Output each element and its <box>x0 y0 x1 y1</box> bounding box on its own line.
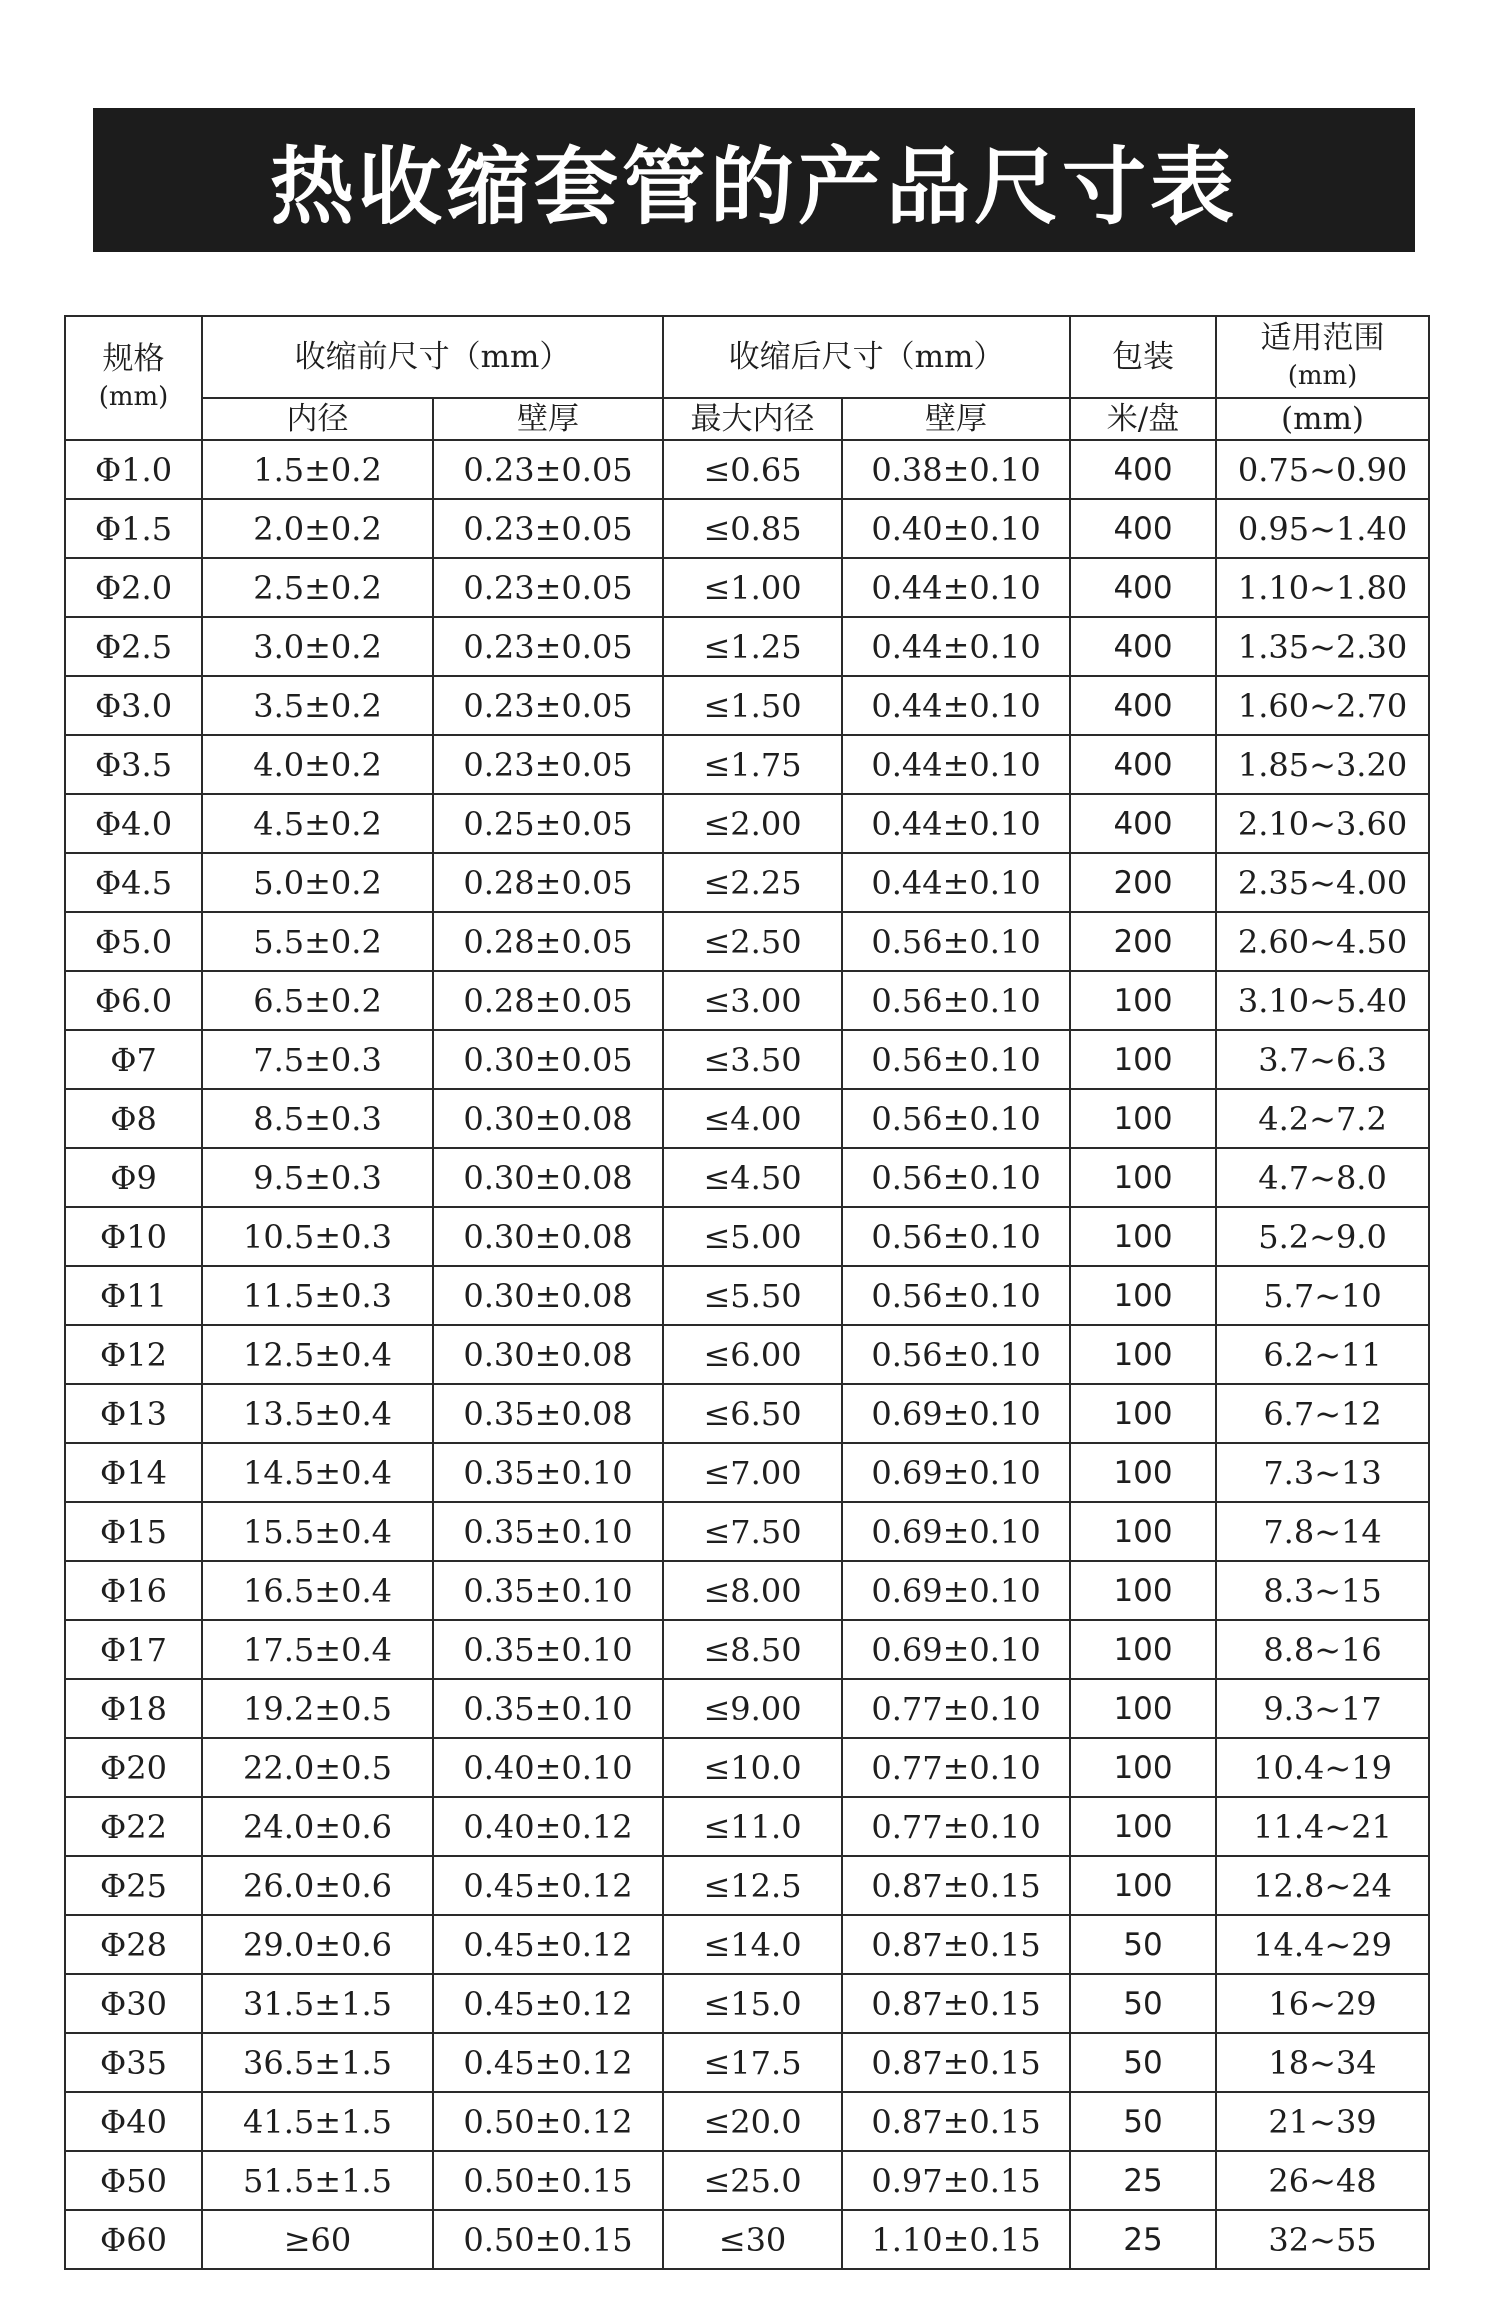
cell-max-inner: ≤7.00 <box>663 1443 842 1502</box>
table-row <box>65 617 1429 676</box>
cell-wall-after: 0.69±0.10 <box>842 1384 1070 1443</box>
cell-inner-diameter: 2.5±0.2 <box>202 558 433 617</box>
cell-pack: 200 <box>1070 912 1216 971</box>
table-row <box>65 1797 1429 1856</box>
header-pack-unit: 米/盘 <box>1070 398 1216 440</box>
cell-wall-before: 0.23±0.05 <box>433 735 663 794</box>
cell-spec: Φ30 <box>65 1974 202 2033</box>
cell-pack: 25 <box>1070 2210 1216 2269</box>
cell-inner-diameter: 12.5±0.4 <box>202 1325 433 1384</box>
cell-range: 1.60~2.70 <box>1216 676 1429 735</box>
cell-max-inner: ≤6.00 <box>663 1325 842 1384</box>
table-row <box>65 2210 1429 2269</box>
cell-wall-before: 0.45±0.12 <box>433 1856 663 1915</box>
cell-spec: Φ20 <box>65 1738 202 1797</box>
cell-range: 1.10~1.80 <box>1216 558 1429 617</box>
cell-inner-diameter: 29.0±0.6 <box>202 1915 433 1974</box>
table-row <box>65 1266 1429 1325</box>
cell-inner-diameter: 5.0±0.2 <box>202 853 433 912</box>
cell-wall-after: 0.87±0.15 <box>842 2033 1070 2092</box>
cell-inner-diameter: 41.5±1.5 <box>202 2092 433 2151</box>
cell-pack: 100 <box>1070 1502 1216 1561</box>
cell-wall-after: 0.69±0.10 <box>842 1502 1070 1561</box>
cell-pack: 400 <box>1070 735 1216 794</box>
cell-wall-after: 0.40±0.10 <box>842 499 1070 558</box>
header-spec-label: 规格 <box>102 341 165 377</box>
cell-spec: Φ1.0 <box>65 440 202 499</box>
cell-range: 4.2~7.2 <box>1216 1089 1429 1148</box>
cell-spec: Φ22 <box>65 1797 202 1856</box>
cell-pack: 100 <box>1070 971 1216 1030</box>
cell-inner-diameter: 15.5±0.4 <box>202 1502 433 1561</box>
cell-wall-before: 0.23±0.05 <box>433 558 663 617</box>
cell-max-inner: ≤5.50 <box>663 1266 842 1325</box>
cell-pack: 100 <box>1070 1443 1216 1502</box>
cell-wall-after: 0.87±0.15 <box>842 1915 1070 1974</box>
table-row <box>65 794 1429 853</box>
cell-spec: Φ14 <box>65 1443 202 1502</box>
cell-inner-diameter: 22.0±0.5 <box>202 1738 433 1797</box>
table-row <box>65 1207 1429 1266</box>
cell-range: 2.35~4.00 <box>1216 853 1429 912</box>
cell-wall-before: 0.28±0.05 <box>433 912 663 971</box>
cell-max-inner: ≤8.50 <box>663 1620 842 1679</box>
table-row <box>65 1738 1429 1797</box>
cell-inner-diameter: 11.5±0.3 <box>202 1266 433 1325</box>
cell-wall-after: 0.69±0.10 <box>842 1443 1070 1502</box>
cell-spec: Φ3.0 <box>65 676 202 735</box>
cell-spec: Φ7 <box>65 1030 202 1089</box>
header-pack: 包装 <box>1070 316 1216 398</box>
header-range-unit2: (mm) <box>1216 398 1429 440</box>
cell-max-inner: ≤0.65 <box>663 440 842 499</box>
cell-max-inner: ≤10.0 <box>663 1738 842 1797</box>
cell-wall-after: 0.56±0.10 <box>842 912 1070 971</box>
cell-inner-diameter: 2.0±0.2 <box>202 499 433 558</box>
header-inner-diameter: 内径 <box>202 398 433 440</box>
cell-inner-diameter: 51.5±1.5 <box>202 2151 433 2210</box>
cell-spec: Φ12 <box>65 1325 202 1384</box>
cell-pack: 400 <box>1070 558 1216 617</box>
cell-spec: Φ28 <box>65 1915 202 1974</box>
cell-inner-diameter: 14.5±0.4 <box>202 1443 433 1502</box>
cell-range: 16~29 <box>1216 1974 1429 2033</box>
cell-spec: Φ11 <box>65 1266 202 1325</box>
cell-inner-diameter: 16.5±0.4 <box>202 1561 433 1620</box>
cell-pack: 100 <box>1070 1207 1216 1266</box>
cell-wall-before: 0.30±0.08 <box>433 1266 663 1325</box>
cell-range: 0.95~1.40 <box>1216 499 1429 558</box>
cell-wall-after: 0.56±0.10 <box>842 1325 1070 1384</box>
table-row <box>65 1030 1429 1089</box>
cell-inner-diameter: 8.5±0.3 <box>202 1089 433 1148</box>
cell-pack: 50 <box>1070 1974 1216 2033</box>
cell-inner-diameter: 26.0±0.6 <box>202 1856 433 1915</box>
cell-wall-after: 0.97±0.15 <box>842 2151 1070 2210</box>
cell-range: 3.10~5.40 <box>1216 971 1429 1030</box>
cell-spec: Φ5.0 <box>65 912 202 971</box>
cell-wall-after: 0.56±0.10 <box>842 1148 1070 1207</box>
cell-wall-before: 0.23±0.05 <box>433 440 663 499</box>
table-row <box>65 971 1429 1030</box>
cell-wall-after: 0.69±0.10 <box>842 1561 1070 1620</box>
cell-wall-before: 0.35±0.10 <box>433 1679 663 1738</box>
cell-inner-diameter: 36.5±1.5 <box>202 2033 433 2092</box>
cell-spec: Φ10 <box>65 1207 202 1266</box>
cell-spec: Φ25 <box>65 1856 202 1915</box>
cell-wall-before: 0.40±0.12 <box>433 1797 663 1856</box>
cell-inner-diameter: 5.5±0.2 <box>202 912 433 971</box>
cell-pack: 400 <box>1070 499 1216 558</box>
cell-spec: Φ60 <box>65 2210 202 2269</box>
cell-inner-diameter: 10.5±0.3 <box>202 1207 433 1266</box>
cell-wall-before: 0.28±0.05 <box>433 853 663 912</box>
cell-wall-after: 0.44±0.10 <box>842 617 1070 676</box>
cell-max-inner: ≤25.0 <box>663 2151 842 2210</box>
cell-max-inner: ≤2.50 <box>663 912 842 971</box>
table-row <box>65 735 1429 794</box>
cell-max-inner: ≤3.00 <box>663 971 842 1030</box>
cell-inner-diameter: 4.5±0.2 <box>202 794 433 853</box>
cell-range: 8.3~15 <box>1216 1561 1429 1620</box>
cell-range: 10.4~19 <box>1216 1738 1429 1797</box>
cell-range: 26~48 <box>1216 2151 1429 2210</box>
cell-range: 1.35~2.30 <box>1216 617 1429 676</box>
cell-spec: Φ1.5 <box>65 499 202 558</box>
cell-wall-after: 0.44±0.10 <box>842 794 1070 853</box>
cell-inner-diameter: 6.5±0.2 <box>202 971 433 1030</box>
header-wall-after: 壁厚 <box>842 398 1070 440</box>
cell-spec: Φ8 <box>65 1089 202 1148</box>
cell-max-inner: ≤14.0 <box>663 1915 842 1974</box>
cell-pack: 400 <box>1070 440 1216 499</box>
cell-wall-before: 0.45±0.12 <box>433 2033 663 2092</box>
header-max-inner: 最大内径 <box>663 398 842 440</box>
table-row <box>65 1620 1429 1679</box>
table-row <box>65 558 1429 617</box>
cell-max-inner: ≤7.50 <box>663 1502 842 1561</box>
table-body <box>65 440 1429 2269</box>
cell-wall-after: 0.69±0.10 <box>842 1620 1070 1679</box>
page-title: 热收缩套管的产品尺寸表 <box>93 108 1415 252</box>
cell-spec: Φ9 <box>65 1148 202 1207</box>
cell-pack: 100 <box>1070 1856 1216 1915</box>
cell-pack: 100 <box>1070 1325 1216 1384</box>
table-row <box>65 1089 1429 1148</box>
table-row <box>65 1915 1429 1974</box>
table-row <box>65 1384 1429 1443</box>
cell-range: 0.75~0.90 <box>1216 440 1429 499</box>
table-row <box>65 1974 1429 2033</box>
cell-pack: 50 <box>1070 1915 1216 1974</box>
header-range-unit: (mm) <box>1287 361 1358 391</box>
cell-wall-after: 0.56±0.10 <box>842 1030 1070 1089</box>
table-row <box>65 1443 1429 1502</box>
cell-wall-before: 0.50±0.15 <box>433 2151 663 2210</box>
cell-max-inner: ≤1.00 <box>663 558 842 617</box>
table-row <box>65 1148 1429 1207</box>
cell-wall-before: 0.28±0.05 <box>433 971 663 1030</box>
cell-wall-after: 0.44±0.10 <box>842 676 1070 735</box>
cell-pack: 100 <box>1070 1561 1216 1620</box>
cell-range: 9.3~17 <box>1216 1679 1429 1738</box>
cell-wall-before: 0.30±0.08 <box>433 1089 663 1148</box>
cell-inner-diameter: 31.5±1.5 <box>202 1974 433 2033</box>
cell-max-inner: ≤15.0 <box>663 1974 842 2033</box>
cell-pack: 400 <box>1070 617 1216 676</box>
cell-pack: 100 <box>1070 1148 1216 1207</box>
cell-range: 7.3~13 <box>1216 1443 1429 1502</box>
table-row <box>65 440 1429 499</box>
cell-range: 7.8~14 <box>1216 1502 1429 1561</box>
cell-wall-before: 0.35±0.10 <box>433 1502 663 1561</box>
cell-spec: Φ3.5 <box>65 735 202 794</box>
cell-max-inner: ≤30 <box>663 2210 842 2269</box>
cell-spec: Φ18 <box>65 1679 202 1738</box>
cell-wall-before: 0.45±0.12 <box>433 1915 663 1974</box>
cell-wall-before: 0.30±0.08 <box>433 1207 663 1266</box>
cell-wall-before: 0.35±0.08 <box>433 1384 663 1443</box>
cell-max-inner: ≤4.00 <box>663 1089 842 1148</box>
cell-wall-before: 0.35±0.10 <box>433 1561 663 1620</box>
cell-pack: 100 <box>1070 1738 1216 1797</box>
table-header <box>65 316 1429 440</box>
cell-inner-diameter: 13.5±0.4 <box>202 1384 433 1443</box>
cell-wall-after: 0.77±0.10 <box>842 1797 1070 1856</box>
cell-max-inner: ≤2.00 <box>663 794 842 853</box>
cell-inner-diameter: 17.5±0.4 <box>202 1620 433 1679</box>
cell-wall-before: 0.23±0.05 <box>433 499 663 558</box>
cell-pack: 50 <box>1070 2033 1216 2092</box>
cell-wall-before: 0.45±0.12 <box>433 1974 663 2033</box>
cell-range: 6.2~11 <box>1216 1325 1429 1384</box>
table-row <box>65 1325 1429 1384</box>
cell-pack: 100 <box>1070 1797 1216 1856</box>
cell-max-inner: ≤12.5 <box>663 1856 842 1915</box>
cell-wall-before: 0.30±0.05 <box>433 1030 663 1089</box>
cell-wall-after: 0.87±0.15 <box>842 1974 1070 2033</box>
cell-inner-diameter: 3.5±0.2 <box>202 676 433 735</box>
cell-max-inner: ≤5.00 <box>663 1207 842 1266</box>
cell-range: 18~34 <box>1216 2033 1429 2092</box>
header-range-label: 适用范围 <box>1260 320 1385 356</box>
table-row <box>65 1679 1429 1738</box>
cell-max-inner: ≤6.50 <box>663 1384 842 1443</box>
cell-spec: Φ40 <box>65 2092 202 2151</box>
cell-spec: Φ2.5 <box>65 617 202 676</box>
cell-range: 2.10~3.60 <box>1216 794 1429 853</box>
cell-inner-diameter: ≥60 <box>202 2210 433 2269</box>
cell-wall-before: 0.50±0.12 <box>433 2092 663 2151</box>
header-range <box>1216 316 1429 398</box>
cell-spec: Φ15 <box>65 1502 202 1561</box>
cell-wall-after: 0.56±0.10 <box>842 971 1070 1030</box>
cell-spec: Φ6.0 <box>65 971 202 1030</box>
table-row <box>65 1502 1429 1561</box>
table-row <box>65 676 1429 735</box>
cell-max-inner: ≤1.50 <box>663 676 842 735</box>
cell-wall-after: 0.87±0.15 <box>842 1856 1070 1915</box>
table-row <box>65 853 1429 912</box>
cell-wall-after: 0.38±0.10 <box>842 440 1070 499</box>
cell-wall-after: 1.10±0.15 <box>842 2210 1070 2269</box>
cell-wall-after: 0.56±0.10 <box>842 1089 1070 1148</box>
cell-range: 32~55 <box>1216 2210 1429 2269</box>
cell-max-inner: ≤0.85 <box>663 499 842 558</box>
table-row <box>65 2033 1429 2092</box>
header-before-shrink: 收缩前尺寸（mm） <box>202 316 663 398</box>
cell-range: 4.7~8.0 <box>1216 1148 1429 1207</box>
cell-pack: 25 <box>1070 2151 1216 2210</box>
cell-pack: 400 <box>1070 676 1216 735</box>
cell-wall-after: 0.56±0.10 <box>842 1207 1070 1266</box>
cell-wall-after: 0.44±0.10 <box>842 853 1070 912</box>
cell-spec: Φ4.5 <box>65 853 202 912</box>
cell-wall-after: 0.77±0.10 <box>842 1679 1070 1738</box>
cell-range: 21~39 <box>1216 2092 1429 2151</box>
cell-max-inner: ≤3.50 <box>663 1030 842 1089</box>
cell-pack: 400 <box>1070 794 1216 853</box>
cell-wall-after: 0.77±0.10 <box>842 1738 1070 1797</box>
cell-max-inner: ≤1.75 <box>663 735 842 794</box>
cell-max-inner: ≤9.00 <box>663 1679 842 1738</box>
cell-inner-diameter: 7.5±0.3 <box>202 1030 433 1089</box>
cell-range: 2.60~4.50 <box>1216 912 1429 971</box>
cell-spec: Φ13 <box>65 1384 202 1443</box>
cell-max-inner: ≤11.0 <box>663 1797 842 1856</box>
cell-wall-before: 0.30±0.08 <box>433 1148 663 1207</box>
cell-wall-before: 0.23±0.05 <box>433 617 663 676</box>
cell-range: 14.4~29 <box>1216 1915 1429 1974</box>
cell-range: 6.7~12 <box>1216 1384 1429 1443</box>
cell-pack: 100 <box>1070 1679 1216 1738</box>
cell-spec: Φ2.0 <box>65 558 202 617</box>
cell-spec: Φ50 <box>65 2151 202 2210</box>
cell-spec: Φ4.0 <box>65 794 202 853</box>
cell-pack: 200 <box>1070 853 1216 912</box>
cell-wall-before: 0.25±0.05 <box>433 794 663 853</box>
cell-range: 3.7~6.3 <box>1216 1030 1429 1089</box>
cell-wall-before: 0.30±0.08 <box>433 1325 663 1384</box>
cell-max-inner: ≤20.0 <box>663 2092 842 2151</box>
table-row <box>65 2151 1429 2210</box>
cell-range: 8.8~16 <box>1216 1620 1429 1679</box>
header-spec-unit: (mm) <box>98 382 169 412</box>
cell-wall-after: 0.44±0.10 <box>842 558 1070 617</box>
cell-pack: 100 <box>1070 1266 1216 1325</box>
cell-wall-after: 0.44±0.10 <box>842 735 1070 794</box>
cell-wall-before: 0.50±0.15 <box>433 2210 663 2269</box>
cell-spec: Φ16 <box>65 1561 202 1620</box>
cell-wall-before: 0.35±0.10 <box>433 1620 663 1679</box>
cell-max-inner: ≤8.00 <box>663 1561 842 1620</box>
cell-wall-after: 0.87±0.15 <box>842 2092 1070 2151</box>
cell-pack: 100 <box>1070 1089 1216 1148</box>
cell-inner-diameter: 1.5±0.2 <box>202 440 433 499</box>
header-wall-before: 壁厚 <box>433 398 663 440</box>
table-row <box>65 499 1429 558</box>
cell-inner-diameter: 24.0±0.6 <box>202 1797 433 1856</box>
size-table <box>64 315 1430 2270</box>
cell-max-inner: ≤4.50 <box>663 1148 842 1207</box>
cell-wall-before: 0.23±0.05 <box>433 676 663 735</box>
cell-pack: 100 <box>1070 1620 1216 1679</box>
table-row <box>65 1561 1429 1620</box>
cell-max-inner: ≤17.5 <box>663 2033 842 2092</box>
cell-wall-before: 0.40±0.10 <box>433 1738 663 1797</box>
cell-max-inner: ≤1.25 <box>663 617 842 676</box>
cell-inner-diameter: 9.5±0.3 <box>202 1148 433 1207</box>
table-row <box>65 912 1429 971</box>
cell-max-inner: ≤2.25 <box>663 853 842 912</box>
cell-range: 5.7~10 <box>1216 1266 1429 1325</box>
cell-inner-diameter: 19.2±0.5 <box>202 1679 433 1738</box>
cell-range: 12.8~24 <box>1216 1856 1429 1915</box>
table-row <box>65 2092 1429 2151</box>
cell-inner-diameter: 4.0±0.2 <box>202 735 433 794</box>
cell-pack: 50 <box>1070 2092 1216 2151</box>
cell-inner-diameter: 3.0±0.2 <box>202 617 433 676</box>
table-row <box>65 1856 1429 1915</box>
cell-spec: Φ17 <box>65 1620 202 1679</box>
cell-range: 1.85~3.20 <box>1216 735 1429 794</box>
cell-wall-after: 0.56±0.10 <box>842 1266 1070 1325</box>
header-after-shrink: 收缩后尺寸（mm） <box>663 316 1070 398</box>
header-spec <box>65 316 202 440</box>
cell-pack: 100 <box>1070 1030 1216 1089</box>
cell-range: 11.4~21 <box>1216 1797 1429 1856</box>
cell-spec: Φ35 <box>65 2033 202 2092</box>
cell-pack: 100 <box>1070 1384 1216 1443</box>
cell-wall-before: 0.35±0.10 <box>433 1443 663 1502</box>
cell-range: 5.2~9.0 <box>1216 1207 1429 1266</box>
